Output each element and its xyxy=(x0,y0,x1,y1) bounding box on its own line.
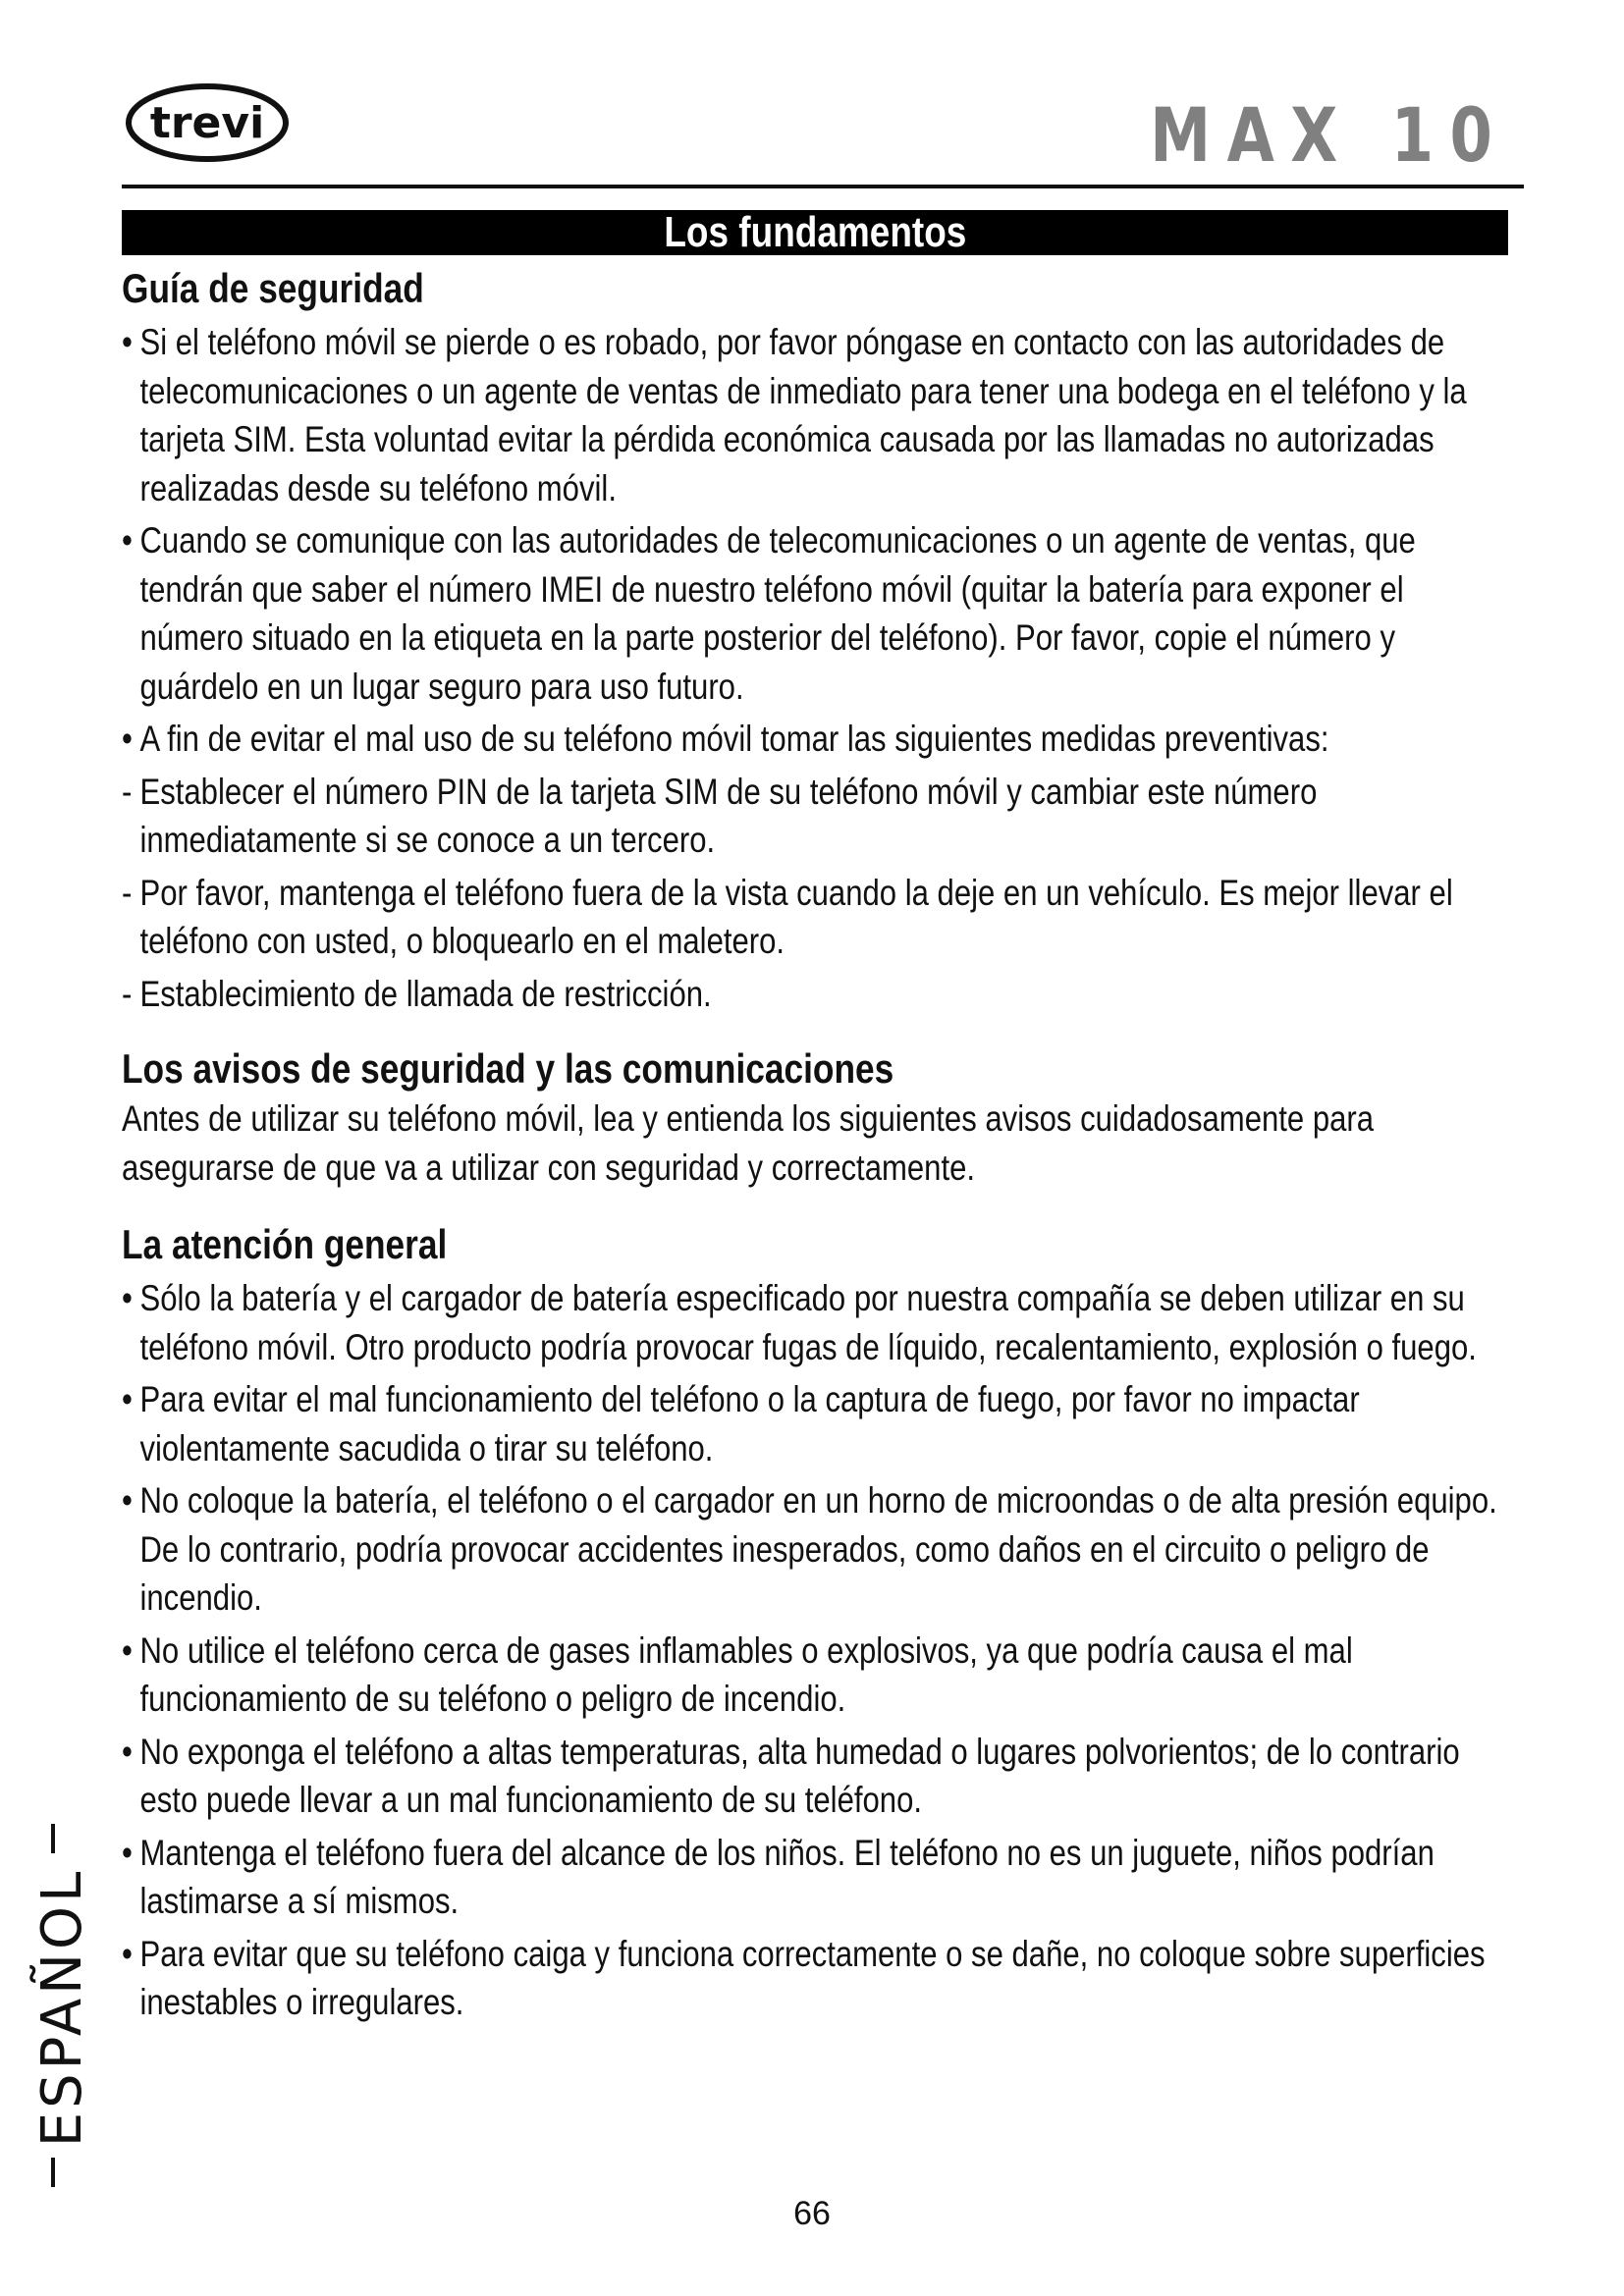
trevi-logo xyxy=(125,82,290,163)
list-item xyxy=(122,1274,1514,1371)
dash-marker: - xyxy=(122,771,133,812)
item-text: Establecer el número PIN de la tarjeta SIM de su teléfono móvil y cambiar este número inmediatamente si se conoce a un tercero. xyxy=(139,771,1318,860)
banner-title: Los fundamentos xyxy=(663,208,967,256)
item-text: A fin de evitar el mal uso de su teléfono móvil tomar las siguientes medidas preventivas: xyxy=(139,719,1329,759)
bullet-marker: • xyxy=(122,1278,133,1318)
brand-text: trevi xyxy=(149,98,265,148)
item-text: Para evitar el mal funcionamiento del teléfono o la captura de fuego, por favor no impactar violentamente sacudida o tirar su teléfono. xyxy=(139,1379,1360,1468)
item-text: Cuando se comunique con las autoridades de telecomunicaciones o un agente de ventas, que tendrán que saber el número IMEI de nuestro teléfono móvil (quitar la batería para exponer el número situado en la etiqueta en la parte posterior del teléfono). Por favor, copie el número y guárdelo en un lugar seguro para uso futuro. xyxy=(139,520,1416,707)
side-tab-line-top xyxy=(51,1824,55,1853)
list-item xyxy=(122,869,1514,966)
side-tab-line-bottom xyxy=(51,2158,55,2187)
bullet-marker: • xyxy=(122,1379,133,1419)
list-item xyxy=(122,1476,1514,1623)
item-text: Si el teléfono móvil se pierde o es robado, por favor póngase en contacto con las autoridades de telecomunicaciones o un agente de ventas de inmediato para tener una bodega en el teléfono y la tarjeta SIM. Esta voluntad evitar la pérdida económica causada por las llamadas no autorizadas realizadas desde su teléfono móvil. xyxy=(139,322,1467,508)
safety-notices-paragraph: Antes de utilizar su teléfono móvil, lea y entienda los siguientes avisos cuidadosamente para asegurarse de que va a utilizar con seguridad y correctamente. xyxy=(122,1098,1375,1188)
heading-safety-guide: Guía de seguridad xyxy=(122,265,424,311)
list-item xyxy=(122,1627,1514,1724)
dash-marker: - xyxy=(122,872,133,913)
list-item xyxy=(122,1829,1514,1926)
bullet-marker: • xyxy=(122,1933,133,1974)
list-item xyxy=(122,768,1514,865)
item-text: Establecimiento de llamada de restricción. xyxy=(139,973,712,1014)
item-text: No utilice el teléfono cerca de gases inflamables o explosivos, ya que podría causa el mal funcionamiento de su teléfono o peligro de incendio. xyxy=(139,1629,1353,1719)
list-item xyxy=(122,1930,1514,2027)
page-content xyxy=(122,263,1496,2027)
page-number: 66 xyxy=(793,2195,831,2232)
item-text: Para evitar que su teléfono caiga y funciona correctamente o se dañe, no coloque sobre superficies inestables o irregulares. xyxy=(139,1933,1486,2022)
header-rule xyxy=(122,185,1524,188)
item-text: No coloque la batería, el teléfono o el cargador en un horno de microondas o de alta presión equipo. De lo contrario, podría provocar accidentes inesperados, como daños en el circuito o peligro de incendio. xyxy=(139,1480,1497,1618)
section-banner xyxy=(122,210,1508,255)
heading-safety-notices: Los avisos de seguridad y las comunicaciones xyxy=(122,1045,894,1092)
item-text: Sólo la batería y el cargador de batería especificado por nuestra compañía se deben utilizar en su teléfono móvil. Otro producto podría provocar fugas de líquido, recalentamiento, explosión o fuego. xyxy=(139,1278,1477,1367)
bullet-marker: • xyxy=(122,1731,133,1772)
heading-general-attention: La atención general xyxy=(122,1221,448,1267)
model-name: MAX 10 xyxy=(1149,91,1508,179)
bullet-marker: • xyxy=(122,322,133,362)
list-item xyxy=(122,970,1514,1019)
list-item xyxy=(122,1375,1514,1472)
list-item xyxy=(122,516,1514,711)
safety-guide-list xyxy=(122,318,1496,1018)
dash-marker: - xyxy=(122,973,133,1014)
item-text: Mantenga el teléfono fuera del alcance de los niños. El teléfono no es un juguete, niños podrían lastimarse a sí mismos. xyxy=(139,1832,1435,1921)
list-item xyxy=(122,1728,1514,1825)
bullet-marker: • xyxy=(122,1832,133,1873)
list-item xyxy=(122,715,1514,764)
general-attention-list xyxy=(122,1274,1496,2027)
bullet-marker: • xyxy=(122,1480,133,1521)
item-text: No exponga el teléfono a altas temperaturas, alta humedad o lugares polvorientos; de lo contrario esto puede llevar a un mal funcionamiento de su teléfono. xyxy=(139,1731,1460,1820)
bullet-marker: • xyxy=(122,1629,133,1671)
bullet-marker: • xyxy=(122,520,133,561)
side-language-tab: ESPAÑOL xyxy=(30,1867,94,2148)
bullet-marker: • xyxy=(122,719,133,759)
item-text: Por favor, mantenga el teléfono fuera de la vista cuando la deje en un vehículo. Es mejor llevar el teléfono con usted, o bloquearlo en el maletero. xyxy=(139,872,1453,961)
list-item xyxy=(122,318,1514,512)
